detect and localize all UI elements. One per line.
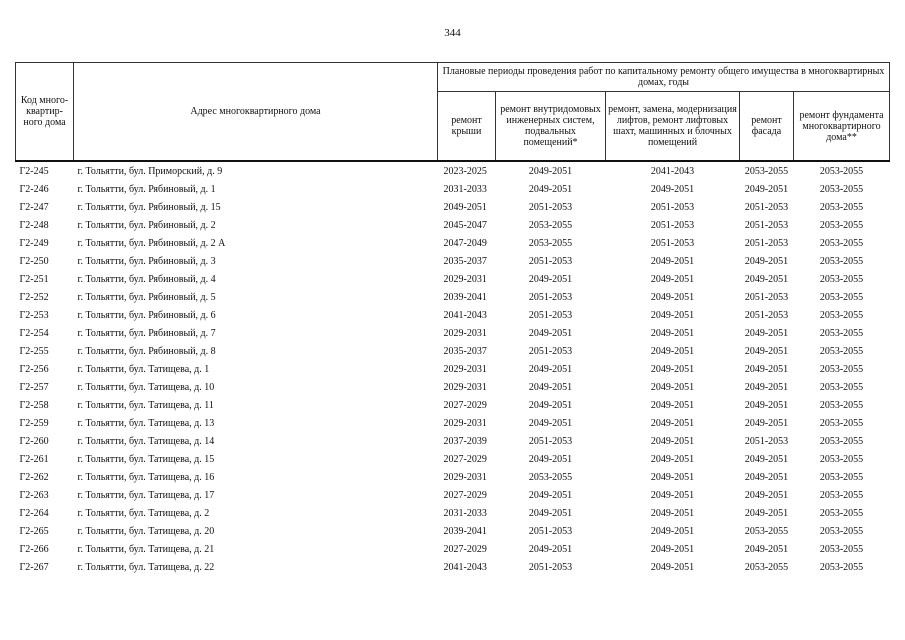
cell-roof: 2023-2025 [443,165,487,177]
cell-address: г. Тольятти, бул. Рябиновый, д. 6 [77,309,216,321]
cell-engineering: 2051-2053 [528,309,573,321]
cell-facade: 2049-2051 [744,489,789,501]
cell-engineering: 2049-2051 [528,363,573,375]
cell-facade: 2049-2051 [744,543,789,555]
cell-roof: 2035-2037 [443,345,487,357]
cell-code: Г2-263 [19,489,49,501]
cell-engineering: 2049-2051 [528,399,573,411]
cell-foundation: 2053-2055 [819,543,864,555]
cell-address: г. Тольятти, бул. Татищева, д. 10 [77,381,215,393]
cell-engineering: 2049-2051 [528,453,573,465]
table-row [16,306,890,324]
cell-elevators: 2049-2051 [650,489,695,501]
cell-foundation: 2053-2055 [819,417,864,429]
cell-roof: 2029-2031 [443,273,487,285]
cell-code: Г2-255 [19,345,49,357]
cell-facade: 2053-2055 [744,525,789,537]
cell-code: Г2-257 [19,381,49,393]
cell-engineering: 2049-2051 [528,165,573,177]
cell-elevators: 2049-2051 [650,183,695,195]
cell-elevators: 2049-2051 [650,345,695,357]
page-number: 344 [444,27,461,39]
cell-elevators: 2049-2051 [650,561,695,573]
cell-roof: 2031-2033 [443,507,487,519]
cell-foundation: 2053-2055 [819,489,864,501]
cell-engineering: 2049-2051 [528,543,573,555]
cell-elevators: 2049-2051 [650,273,695,285]
cell-engineering: 2049-2051 [528,417,573,429]
cell-foundation: 2053-2055 [819,525,864,537]
header-roof: ремонт крыши [438,92,496,162]
cell-foundation: 2053-2055 [819,471,864,483]
cell-engineering: 2051-2053 [528,201,573,213]
cell-engineering: 2053-2055 [528,219,573,231]
cell-code: Г2-260 [19,435,49,447]
cell-address: г. Тольятти, бул. Рябиновый, д. 7 [77,327,216,339]
cell-address: г. Тольятти, бул. Рябиновый, д. 1 [77,183,216,195]
cell-facade: 2051-2053 [744,435,789,447]
cell-facade: 2049-2051 [744,183,789,195]
cell-engineering: 2053-2055 [528,237,573,249]
cell-foundation: 2053-2055 [819,183,864,195]
table-row [16,252,890,270]
cell-elevators: 2049-2051 [650,453,695,465]
cell-code: Г2-246 [19,183,49,195]
cell-address: г. Тольятти, бул. Татищева, д. 17 [77,489,215,501]
cell-facade: 2049-2051 [744,255,789,267]
cell-facade: 2051-2053 [744,219,789,231]
header-elevators: ремонт, замена, модернизация лифтов, ремонт лифтовых шахт, машинных и блочных помещений [606,92,740,162]
table-row [16,324,890,342]
cell-code: Г2-262 [19,471,49,483]
cell-facade: 2053-2055 [744,561,789,573]
cell-code: Г2-264 [19,507,49,519]
cell-foundation: 2053-2055 [819,435,864,447]
cell-address: г. Тольятти, бул. Рябиновый, д. 2 [77,219,216,231]
cell-elevators: 2049-2051 [650,327,695,339]
table-row [16,216,890,234]
cell-roof: 2027-2029 [443,489,487,501]
cell-engineering: 2051-2053 [528,435,573,447]
cell-address: г. Тольятти, бул. Татищева, д. 13 [77,417,215,429]
cell-elevators: 2051-2053 [650,219,695,231]
header-engineering: ремонт внутридомовых инженерных систем, подвальных помещений* [496,92,606,162]
cell-foundation: 2053-2055 [819,201,864,213]
cell-elevators: 2049-2051 [650,363,695,375]
cell-facade: 2051-2053 [744,291,789,303]
cell-code: Г2-258 [19,399,49,411]
cell-foundation: 2053-2055 [819,255,864,267]
cell-facade: 2049-2051 [744,471,789,483]
cell-roof: 2047-2049 [443,237,487,249]
cell-elevators: 2049-2051 [650,399,695,411]
header-facade: ремонт фасада [740,92,794,162]
cell-code: Г2-248 [19,219,49,231]
cell-facade: 2053-2055 [744,165,789,177]
cell-foundation: 2053-2055 [819,165,864,177]
cell-roof: 2029-2031 [443,327,487,339]
cell-elevators: 2049-2051 [650,381,695,393]
table-row [16,540,890,558]
cell-roof: 2029-2031 [443,417,487,429]
cell-facade: 2049-2051 [744,399,789,411]
cell-engineering: 2049-2051 [528,183,573,195]
cell-address: г. Тольятти, бул. Татищева, д. 14 [77,435,215,447]
cell-address: г. Тольятти, бул. Татищева, д. 2 [77,507,210,519]
cell-engineering: 2051-2053 [528,291,573,303]
repair-schedule-table [15,62,890,576]
table-row [16,486,890,504]
cell-elevators: 2049-2051 [650,435,695,447]
cell-roof: 2035-2037 [443,255,487,267]
cell-elevators: 2051-2053 [650,201,695,213]
cell-engineering: 2049-2051 [528,381,573,393]
cell-address: г. Тольятти, бул. Рябиновый, д. 2 А [77,237,226,249]
cell-foundation: 2053-2055 [819,381,864,393]
cell-roof: 2031-2033 [443,183,487,195]
table-row [16,378,890,396]
table-row [16,558,890,576]
cell-foundation: 2053-2055 [819,507,864,519]
table-row [16,432,890,450]
header-address: Адрес многоквартирного дома [74,63,438,162]
table-header [16,63,890,162]
cell-roof: 2039-2041 [443,525,487,537]
cell-foundation: 2053-2055 [819,399,864,411]
table-row [16,396,890,414]
cell-code: Г2-245 [19,165,49,177]
table-row [16,198,890,216]
cell-elevators: 2049-2051 [650,543,695,555]
cell-roof: 2041-2043 [443,561,487,573]
header-code: Код много-квартир-ного дома [16,63,74,162]
cell-roof: 2045-2047 [443,219,487,231]
table-row [16,270,890,288]
cell-code: Г2-253 [19,309,49,321]
cell-code: Г2-256 [19,363,49,375]
cell-engineering: 2051-2053 [528,255,573,267]
cell-code: Г2-249 [19,237,49,249]
cell-address: г. Тольятти, бул. Рябиновый, д. 15 [77,201,221,213]
cell-roof: 2027-2029 [443,453,487,465]
cell-roof: 2039-2041 [443,291,487,303]
table-row [16,522,890,540]
cell-code: Г2-265 [19,525,49,537]
table-row [16,180,890,198]
cell-code: Г2-266 [19,543,49,555]
table-row [16,161,890,180]
cell-foundation: 2053-2055 [819,345,864,357]
cell-engineering: 2049-2051 [528,327,573,339]
cell-engineering: 2049-2051 [528,273,573,285]
cell-roof: 2027-2029 [443,399,487,411]
cell-code: Г2-251 [19,273,49,285]
cell-engineering: 2053-2055 [528,471,573,483]
cell-engineering: 2051-2053 [528,561,573,573]
cell-facade: 2049-2051 [744,417,789,429]
cell-elevators: 2049-2051 [650,471,695,483]
cell-roof: 2037-2039 [443,435,487,447]
cell-address: г. Тольятти, бул. Рябиновый, д. 4 [77,273,216,285]
cell-elevators: 2049-2051 [650,525,695,537]
cell-foundation: 2053-2055 [819,273,864,285]
cell-facade: 2049-2051 [744,507,789,519]
cell-facade: 2049-2051 [744,327,789,339]
cell-address: г. Тольятти, бул. Татищева, д. 15 [77,453,215,465]
table-row [16,360,890,378]
cell-facade: 2049-2051 [744,345,789,357]
cell-roof: 2029-2031 [443,471,487,483]
cell-address: г. Тольятти, бул. Татищева, д. 1 [77,363,210,375]
cell-foundation: 2053-2055 [819,327,864,339]
table-row [16,504,890,522]
header-periods: Плановые периоды проведения работ по капитальному ремонту общего имущества в многоквартирных домах, годы [438,63,890,92]
cell-address: г. Тольятти, бул. Татищева, д. 11 [77,399,214,411]
cell-roof: 2041-2043 [443,309,487,321]
header-foundation: ремонт фундамента многоквартирного дома** [794,92,890,162]
table-body [16,161,890,576]
table-row [16,450,890,468]
cell-foundation: 2053-2055 [819,363,864,375]
cell-roof: 2049-2051 [443,201,487,213]
cell-foundation: 2053-2055 [819,561,864,573]
cell-elevators: 2049-2051 [650,291,695,303]
cell-foundation: 2053-2055 [819,291,864,303]
cell-facade: 2049-2051 [744,363,789,375]
cell-roof: 2029-2031 [443,363,487,375]
cell-facade: 2049-2051 [744,453,789,465]
cell-elevators: 2049-2051 [650,417,695,429]
cell-code: Г2-254 [19,327,49,339]
cell-facade: 2051-2053 [744,237,789,249]
cell-foundation: 2053-2055 [819,453,864,465]
table-row [16,342,890,360]
table-row [16,234,890,252]
cell-elevators: 2041-2043 [650,165,695,177]
cell-engineering: 2051-2053 [528,525,573,537]
cell-elevators: 2051-2053 [650,237,695,249]
cell-engineering: 2051-2053 [528,345,573,357]
cell-roof: 2027-2029 [443,543,487,555]
cell-code: Г2-261 [19,453,49,465]
cell-elevators: 2049-2051 [650,309,695,321]
table-row [16,414,890,432]
cell-facade: 2051-2053 [744,201,789,213]
cell-facade: 2049-2051 [744,273,789,285]
cell-engineering: 2049-2051 [528,489,573,501]
header-row-top [16,63,890,92]
cell-facade: 2051-2053 [744,309,789,321]
cell-roof: 2029-2031 [443,381,487,393]
cell-code: Г2-259 [19,417,49,429]
cell-address: г. Тольятти, бул. Рябиновый, д. 3 [77,255,216,267]
cell-address: г. Тольятти, бул. Татищева, д. 22 [77,561,215,573]
cell-address: г. Тольятти, бул. Рябиновый, д. 5 [77,291,216,303]
cell-code: Г2-250 [19,255,49,267]
cell-code: Г2-252 [19,291,49,303]
cell-facade: 2049-2051 [744,381,789,393]
cell-foundation: 2053-2055 [819,219,864,231]
cell-address: г. Тольятти, бул. Татищева, д. 21 [77,543,215,555]
cell-code: Г2-247 [19,201,49,213]
cell-foundation: 2053-2055 [819,309,864,321]
cell-elevators: 2049-2051 [650,507,695,519]
table-row [16,288,890,306]
cell-address: г. Тольятти, бул. Татищева, д. 20 [77,525,215,537]
cell-foundation: 2053-2055 [819,237,864,249]
cell-address: г. Тольятти, бул. Рябиновый, д. 8 [77,345,216,357]
cell-engineering: 2049-2051 [528,507,573,519]
cell-address: г. Тольятти, бул. Татищева, д. 16 [77,471,215,483]
cell-code: Г2-267 [19,561,49,573]
table-row [16,468,890,486]
cell-elevators: 2049-2051 [650,255,695,267]
cell-address: г. Тольятти, бул. Приморский, д. 9 [77,165,223,177]
